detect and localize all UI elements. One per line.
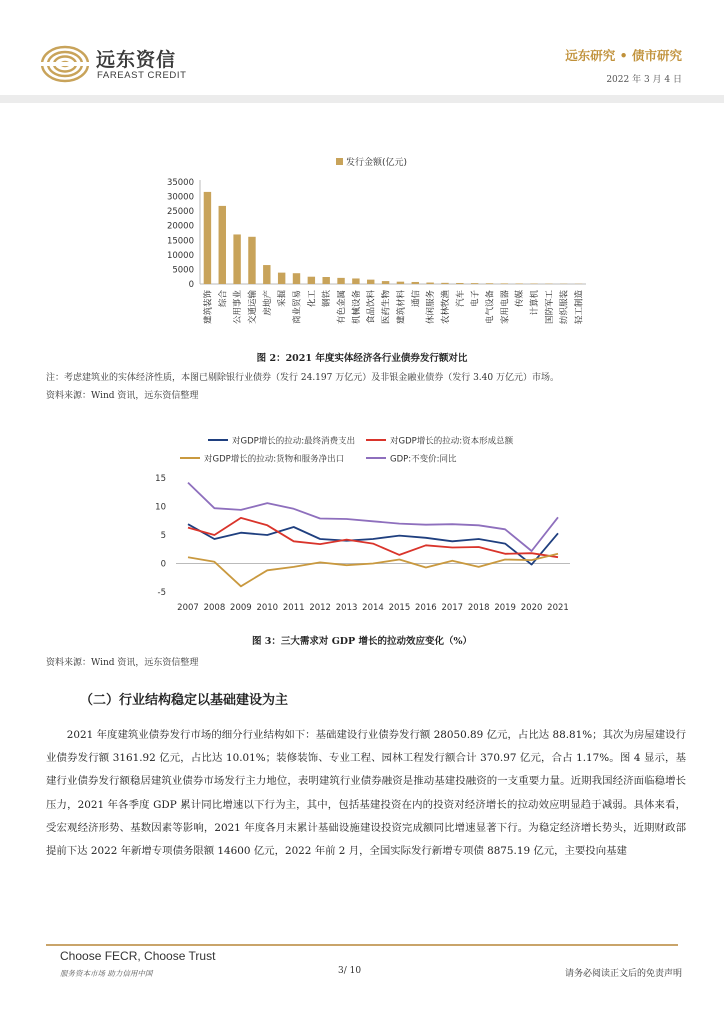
x-tick-label: 传媒 <box>515 290 526 308</box>
x-tick-label: 房地产 <box>262 290 273 316</box>
x-tick-label: 有色金属 <box>337 290 348 325</box>
bar <box>248 237 255 284</box>
bar <box>233 234 240 284</box>
figure-2-note: 注：考虑建筑业的实体经济性质，本图已剔除银行业债券（发行 24.197 万亿元）及非银金融业债券（发行 3.40 万亿元）市场。 <box>46 373 559 383</box>
x-tick-label: 2015 <box>388 603 411 613</box>
bar <box>501 283 508 284</box>
y-tick-label: 15 <box>155 474 166 484</box>
y-tick-label: 5000 <box>172 265 194 276</box>
x-tick-label: 通信 <box>411 290 422 308</box>
bar <box>412 282 419 284</box>
x-tick-label: 2016 <box>415 603 437 613</box>
x-tick-label: 2008 <box>203 603 226 613</box>
body-paragraph: 2021 年度建筑业债券发行市场的细分行业结构如下：基础建设行业债券发行额 28050.89 亿元，占比达 88.81%；其次为房屋建设行业债券发行额 3161.92 亿元，占比达 10.01%；装修装饰、专业工程、园林工程发行额合计 370.97 亿元，合占 1.17%。图 4 显示，基建行业债券发行额稳居建筑业债券市场发行主力地位，表明建筑行业债券融资是推动基建投融资的一支重要力量。近期我国经济面临稳增长压力，2021 年各季度 GDP 累计同比增速以下行为主，其中，包括基建投资在内的投资对经济增长的拉动效应明显趋于减弱。具体来看，受宏观经济形势、基数因素等影响，2021 年度各月末累计基础设施建设投资完成额同比增速显著下行。为稳定经济增长势头，近期财政部提前下达 2022 年新增专项债务限额 14600 亿元，2022 年前 2 月，全国实际发行新增专项债 8875.19 亿元，主要投向基建 <box>46 729 686 858</box>
x-tick-label: 2012 <box>309 603 331 613</box>
industry-bond-bar-chart <box>0 148 724 348</box>
bar <box>382 281 389 284</box>
brand-name: 远东资信 <box>96 49 177 71</box>
x-tick-label: 计算机 <box>530 290 541 316</box>
brand-name-en: FAREAST CREDIT <box>97 70 187 81</box>
x-tick-label: 2021 <box>547 603 569 613</box>
bar <box>397 282 404 284</box>
y-tick-label: 0 <box>188 280 194 290</box>
bar <box>337 278 344 284</box>
x-tick-label: 2018 <box>467 603 490 613</box>
bar <box>486 283 493 284</box>
x-tick-label: 食品饮料 <box>366 290 377 325</box>
report-type: 远东研究 • 债市研究 <box>565 48 682 63</box>
x-tick-label: 2009 <box>230 603 252 613</box>
legend-label: 对GDP增长的拉动:货物和服务净出口 <box>204 454 345 465</box>
x-tick-label: 化工 <box>307 290 318 308</box>
x-tick-label: 医药生物 <box>381 290 392 325</box>
legend-swatch <box>336 158 343 165</box>
footer-disclaimer: 请务必阅读正文后的免责声明 <box>564 969 682 979</box>
x-tick-label: 公用事业 <box>233 290 244 325</box>
x-tick-label: 农林牧渔 <box>440 290 451 325</box>
page-number: 3/ 10 <box>338 966 362 976</box>
y-tick-label: 10000 <box>166 250 194 261</box>
x-tick-label: 轻工制造 <box>574 290 585 325</box>
page-header <box>0 0 724 100</box>
x-tick-label: 建筑材料 <box>396 290 407 325</box>
x-tick-label: 2019 <box>494 603 516 613</box>
y-tick-label: 20000 <box>166 221 194 232</box>
legend-label: GDP:不变价:同比 <box>390 454 457 465</box>
gdp-contribution-line-chart <box>0 428 724 624</box>
x-tick-label: 采掘 <box>277 290 288 308</box>
bar <box>456 283 463 284</box>
x-tick-label: 电气设备 <box>485 290 496 325</box>
bar <box>263 265 270 284</box>
bar <box>352 278 359 284</box>
bar <box>441 283 448 284</box>
legend-label: 发行金额(亿元) <box>346 158 408 168</box>
x-tick-label: 建筑装饰 <box>203 290 214 325</box>
x-tick-label: 家用电器 <box>500 290 511 325</box>
y-tick-label: 35000 <box>166 178 194 188</box>
footer-slogan: Choose FECR, Choose Trust <box>60 949 216 963</box>
bar <box>278 273 285 284</box>
x-tick-label: 2010 <box>256 603 279 613</box>
bar <box>293 273 300 284</box>
y-tick-label: 15000 <box>166 236 194 247</box>
x-tick-label: 交通运输 <box>247 290 258 325</box>
bar <box>322 277 329 284</box>
x-tick-label: 2014 <box>362 603 384 613</box>
x-tick-label: 2017 <box>441 603 464 613</box>
bar <box>308 277 315 284</box>
header-divider <box>0 95 724 103</box>
x-tick-label: 2013 <box>335 603 358 613</box>
figure-2-caption: 图 2：2021 年度实体经济各行业债券发行额对比 <box>256 353 468 364</box>
x-tick-label: 2011 <box>282 603 305 613</box>
x-tick-label: 商业贸易 <box>292 290 303 325</box>
figure-2-source: 资料来源：Wind 资讯，远东资信整理 <box>46 391 199 401</box>
x-tick-label: 电子 <box>470 290 481 308</box>
legend-label: 对GDP增长的拉动:最终消费支出 <box>232 436 356 447</box>
bar <box>471 283 478 284</box>
legend-label: 对GDP增长的拉动:资本形成总额 <box>390 436 514 447</box>
x-tick-label: 国防军工 <box>544 290 555 325</box>
x-tick-label: 纺织服装 <box>559 290 570 325</box>
bar <box>426 283 433 284</box>
y-tick-label: -5 <box>157 588 166 598</box>
y-tick-label: 5 <box>160 531 166 541</box>
y-tick-label: 30000 <box>166 192 194 203</box>
fareast-logo-icon <box>40 44 90 84</box>
bar <box>367 280 374 284</box>
x-tick-label: 休闲服务 <box>426 290 437 325</box>
bar <box>219 206 226 284</box>
figure-3-caption: 图 3：三大需求对 GDP 增长的拉动效应变化（%） <box>251 636 473 647</box>
series-line <box>188 483 558 551</box>
y-tick-label: 10 <box>155 502 166 513</box>
x-tick-label: 2020 <box>520 603 543 613</box>
y-tick-label: 0 <box>160 559 166 570</box>
footer-tagline: 服务资本市场 助力信用中国 <box>60 969 153 978</box>
x-tick-label: 2007 <box>177 603 199 613</box>
bar <box>515 283 522 284</box>
x-tick-label: 汽车 <box>455 290 466 308</box>
footer-divider <box>46 944 678 946</box>
series-line <box>188 518 558 557</box>
x-tick-label: 钢铁 <box>322 290 333 308</box>
bar <box>204 192 211 284</box>
figure-3-source: 资料来源：Wind 资讯，远东资信整理 <box>46 658 199 668</box>
x-tick-label: 机械设备 <box>351 290 362 325</box>
series-line <box>188 554 558 587</box>
report-date: 2022 年 3 月 4 日 <box>606 75 682 85</box>
y-tick-label: 25000 <box>166 207 194 218</box>
x-tick-label: 综合 <box>218 290 229 308</box>
section-title: （二）行业结构稳定以基础建设为主 <box>80 693 289 708</box>
